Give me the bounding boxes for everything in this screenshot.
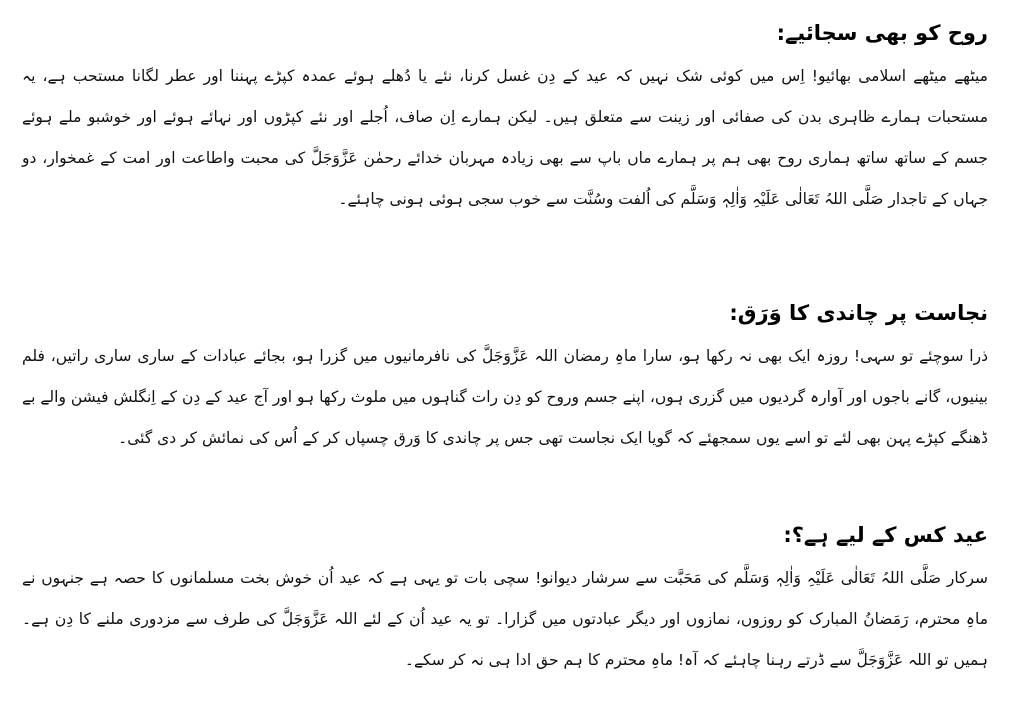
section-heading: نجاست پر چاندی کا وَرَق: <box>729 301 988 325</box>
section-silver-leaf <box>22 298 988 459</box>
section-paragraph: میٹھے میٹھے اسلامی بھائیو! اِس میں کوئی شک نہیں کہ عید کے دِن غسل کرنا، نئے یا دُھلے ہوئے عمدہ کپڑے پہننا اور عطر لگانا مستحب ہے، یہ مستحبات ہمارے ظاہری بدن کی صفائی اور زینت سے متعلق ہیں۔ لیکن ہمارے اِن صاف، اُجلے اور نئے کپڑوں اور نہائے ہوئے اور خوشبو ملے ہوئے جسم کے ساتھ ساتھ ہماری روح بھی ہم پر ہمارے ماں باپ سے بھی زیادہ مہربان خدائے رحمٰن عَزَّوَجَلَّ کی محبت واطاعت اور امت کے غمخوار، دو جہاں کے تاجدار صَلَّی اللہُ تَعَالٰی عَلَیْہِ وَاٰلِہٖ وَسَلَّم کی اُلفت وسُنَّت سے خوب سجی ہوئی ہونی چاہئے۔ <box>22 67 988 208</box>
section-decorate-soul <box>22 18 988 220</box>
section-eid-for-whom <box>22 520 988 681</box>
section-paragraph: ذرا سوچئے تو سہی! روزہ ایک بھی نہ رکھا ہو، سارا ماہِ رمضان اللہ عَزَّوَجَلَّ کی نافرمانیوں میں گزرا ہو، بجائے عبادات کے ساری ساری راتیں، فلم بینیوں، گانے باجوں اور آوارہ گردیوں میں گزری ہوں، اپنے جسم وروح کو دِن رات گناہوں میں ملوث رکھا ہو اور آج عید کے دِن کے اِنگلش فیشن والے بے ڈھنگے کپڑے پہن بھی لئے تو اسے یوں سمجھئے کہ گویا ایک نجاست تھی جس پر چاندی کا وَرق چسپاں کر کے اُس کی نمائش کر دی گئی۔ <box>22 347 988 447</box>
section-heading: روح کو بھی سجائیے: <box>776 21 988 45</box>
section-heading: عید کس کے لیے ہے؟: <box>783 523 988 547</box>
section-paragraph: سرکار صَلَّی اللہُ تَعَالٰی عَلَیْہِ وَاٰلِہٖ وَسَلَّم کی مَحَبَّت سے سرشار دیوانو! سچی بات تو یہی ہے کہ عید اُن خوش بخت مسلمانوں کا حصہ ہے جنہوں نے ماہِ محترم، رَمَضانُ المبارک کو روزوں، نمازوں اور دیگر عبادتوں میں گزارا۔ تو یہ عید اُن کے لئے اللہ عَزَّوَجَلَّ کی طرف سے مزدوری ملنے کا دِن ہے۔ ہمیں تو اللہ عَزَّوَجَلَّ سے ڈرتے رہنا چاہئے کہ آہ! ماہِ محترم کا ہم حق ادا ہی نہ کر سکے۔ <box>22 569 988 669</box>
